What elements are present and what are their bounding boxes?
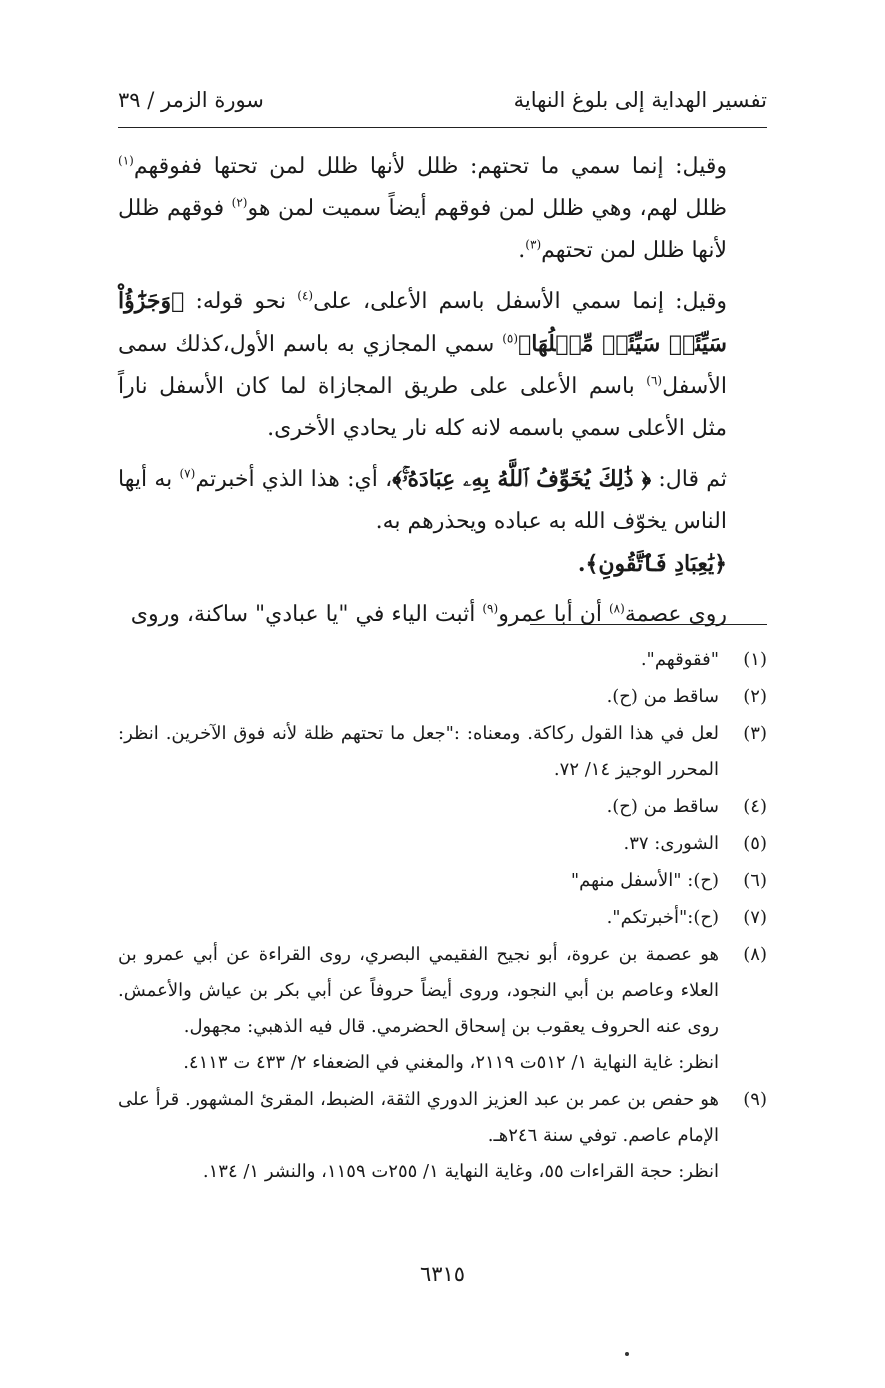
- footnote-text: [118, 826, 719, 862]
- paragraph-2: [118, 280, 767, 450]
- footnote-line: (ح): "الأسفل منهم": [570, 870, 719, 891]
- paragraph-5: [118, 594, 767, 636]
- paragraph-3: [118, 458, 767, 543]
- footnote-ref-5: (٥): [502, 331, 519, 346]
- footnote-line: انظر: غاية النهاية ١/ ٥١٢ت ٢١١٩، والمغني في الضعفاء ٢/ ٤٣٣ ت ٤١١٣.: [183, 1052, 719, 1073]
- footnote-text: [118, 900, 719, 936]
- footnote-number: (٩): [743, 1089, 767, 1110]
- quran-verse: ﴿يَٰعِبَادِ فَٱتَّقُونِ﴾.: [577, 551, 727, 577]
- footnote-ref-9: (٩): [482, 601, 499, 616]
- text-run: .: [518, 238, 526, 263]
- footnote-text: [118, 863, 719, 899]
- footnote-text: [118, 642, 719, 678]
- footnote-number: (٦): [743, 870, 767, 891]
- text-run: وقيل: إنما سمي ما تحتهم: ظلل لأنها ظلل لمن تحتها ففوقهم: [133, 154, 727, 179]
- footnote-item: [118, 900, 767, 936]
- footnote-number: (٧): [743, 907, 767, 928]
- page-number: ٦٣١٥: [419, 1262, 466, 1286]
- text-run: به أيها الناس يخوّف الله به عباده ويحذرهم به.: [118, 467, 727, 534]
- footnote-ref-8: (٨): [608, 601, 625, 616]
- footnote-ref-3: (٣): [525, 237, 542, 252]
- footnote-line: الشورى: ٣٧.: [623, 833, 719, 854]
- footnote-number: (٤): [743, 796, 767, 817]
- footnote-ref-7: (٧): [179, 466, 196, 481]
- footnote-text: [118, 1082, 719, 1190]
- footnote-number: (١): [743, 649, 767, 670]
- text-run: فوقهم ظلل لأنها ظلل لمن تحتهم: [118, 196, 727, 263]
- footnote-divider: [530, 624, 767, 625]
- text-run: نحو قوله:: [184, 289, 298, 314]
- footnote-line: انظر: حجة القراءات ٥٥، وغاية النهاية ١/ ٢٥٥ت ١١٥٩، والنشر ١/ ١٣٤.: [202, 1161, 719, 1182]
- footnote-number: (٥): [743, 833, 767, 854]
- footnote-ref-1: (١): [118, 153, 134, 168]
- footnote-line: هو حفص بن عمر بن عبد العزيز الدوري الثقة، الضبط، المقرئ المشهور. قرأ على الإمام عاصم. توفي سنة ٢٤٦هـ.: [118, 1089, 719, 1146]
- book-title: تفسير الهداية إلى بلوغ النهاية: [513, 88, 767, 112]
- footnotes: [118, 642, 767, 1191]
- paragraph-1: [118, 146, 767, 272]
- quran-verse: ﴿ ذَٰلِكَ يُخَوِّفُ ٱللَّهُ بِهِۦ عِبَادَهُۥۚ﴾: [392, 466, 652, 492]
- footnote-item: [118, 1082, 767, 1190]
- text-run: سمي المجازي به باسم الأول،كذلك سمى الأسفل: [118, 332, 727, 399]
- footnote-item: [118, 937, 767, 1081]
- footnote-line: "فقوقهم".: [640, 649, 719, 670]
- header-divider: [118, 127, 767, 128]
- footnote-line: لعل في هذا القول ركاكة. ومعناه: :"جعل ما تحتهم ظلة لأنه فوق الآخرين. انظر: المحرر الوجيز ١٤/ ٧٢.: [118, 723, 719, 780]
- text-run: أن أبا عمرو: [498, 602, 609, 627]
- footnote-item: [118, 642, 767, 678]
- footnote-text: [118, 679, 719, 715]
- main-text: [118, 146, 767, 636]
- footnote-line: هو عصمة بن عروة، أبو نجيح الفقيمي البصري، روى القراءة عن أبي عمرو بن العلاء وعاصم بن أبي النجود، وروى أيضاً حروفاً عن أبي بكر بن عياش والأعمش. روى عنه الحروف يعقوب بن إسحاق الحضرمي. قال فيه الذهبي: مجهول.: [118, 944, 719, 1037]
- footnote-item: [118, 863, 767, 899]
- text-run: باسم الأعلى على طريق المجازاة لما كان الأسفل ناراً مثل الأعلى سمي باسمه لانه كله نار يحادي الأخرى.: [118, 374, 727, 441]
- text-run: ثم قال:: [651, 467, 728, 492]
- paragraph-4: [118, 543, 767, 586]
- footnote-number: (٨): [743, 944, 767, 965]
- footnote-line: ساقط من (ح).: [606, 796, 719, 817]
- footnote-number: (٢): [743, 686, 767, 707]
- footnote-ref-6: (٦): [646, 373, 663, 388]
- footnote-ref-4: (٤): [297, 288, 314, 303]
- text-run: وقيل: إنما سمي الأسفل باسم الأعلى، على: [313, 289, 728, 314]
- footnote-item: [118, 716, 767, 788]
- print-speck: [625, 1352, 629, 1356]
- footnote-text: [118, 789, 719, 825]
- running-header: [118, 88, 767, 124]
- text-run: روى عصمة: [624, 602, 727, 627]
- text-run: ، أي: هذا الذي أخبرتم: [195, 467, 393, 492]
- quran-verse: ﴿وَجَزَٰٓؤُاْ سَيِّئَةٖ سَيِّئَةٞ مِّثۡلُهَا﴾: [118, 288, 727, 357]
- footnote-ref-2: (٢): [231, 195, 248, 210]
- footnote-item: [118, 679, 767, 715]
- footnote-line: ساقط من (ح).: [606, 686, 719, 707]
- footnote-line: (ح):"أخبرتكم".: [606, 907, 719, 928]
- sura-label: سورة الزمر / ٣٩: [118, 88, 264, 112]
- text-run: أثبت الياء في "يا عبادي" ساكنة، وروى: [130, 602, 483, 627]
- footnote-text: [118, 937, 719, 1081]
- footnote-text: [118, 716, 719, 788]
- footnote-item: [118, 826, 767, 862]
- footnote-item: [118, 789, 767, 825]
- text-run: ظلل لهم، وهي ظلل لمن فوقهم أيضاً سميت لمن هو: [247, 196, 728, 221]
- footnote-number: (٣): [743, 723, 767, 744]
